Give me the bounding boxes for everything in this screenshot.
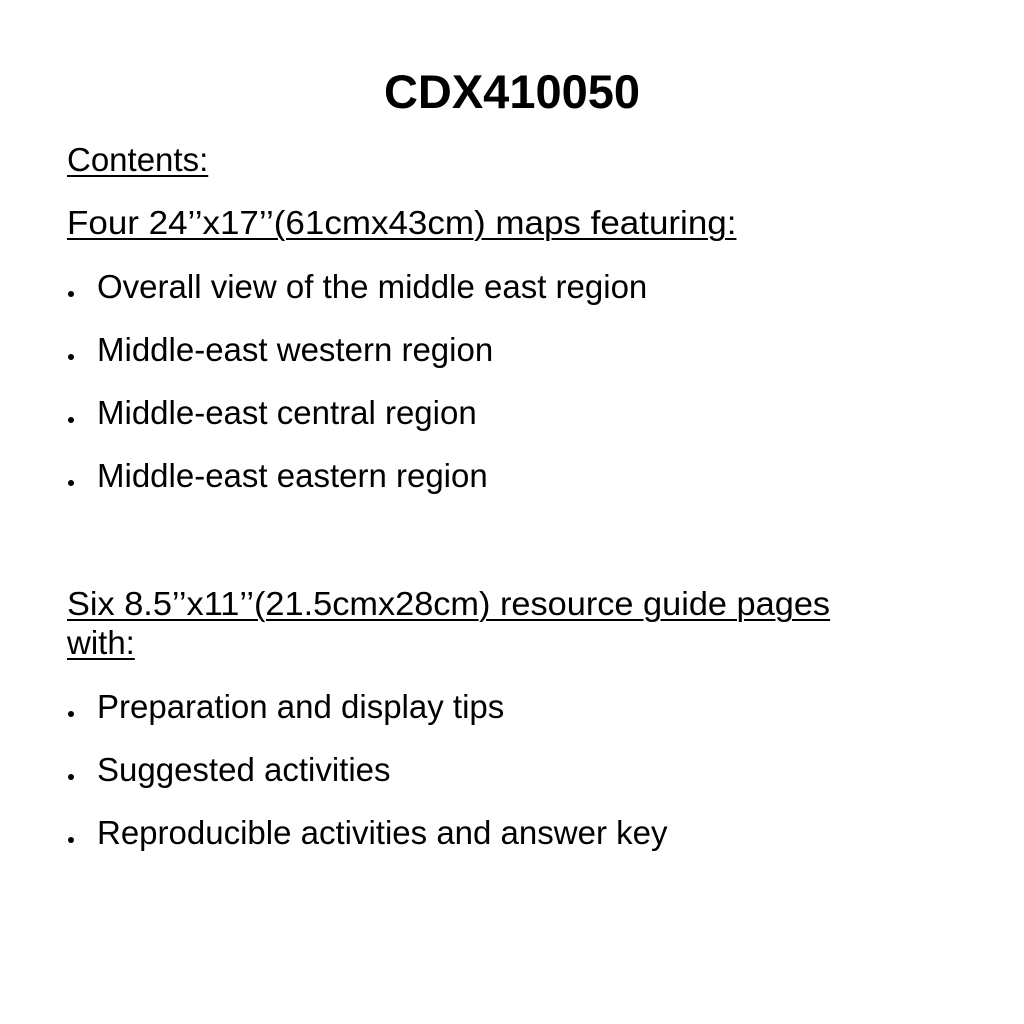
bullet-icon: [68, 480, 74, 486]
list-item-text: Middle-east central region: [97, 394, 477, 431]
bullet-icon: [68, 417, 74, 423]
bullet-icon: [68, 354, 74, 360]
guide-heading-text-1: Six 8.5’’x11’’(21.5cmx28cm) resource guide pages: [67, 585, 831, 622]
list-item-text: Overall view of the middle east region: [97, 268, 648, 305]
list-item-text: Preparation and display tips: [97, 688, 505, 725]
bullet-icon: [68, 711, 74, 717]
guide-heading-line2: [67, 623, 135, 663]
list-item-text: Middle-east eastern region: [97, 457, 488, 494]
list-item-text: Suggested activities: [97, 751, 391, 788]
contents-label-text: Contents:: [67, 141, 209, 178]
page-title: CDX410050: [383, 65, 641, 118]
maps-heading: [67, 203, 736, 243]
bullet-icon: [68, 837, 74, 843]
guide-heading-text-2: with:: [67, 624, 135, 661]
list-item-text: Middle-east western region: [97, 331, 494, 368]
contents-label: [67, 140, 208, 180]
list-item-text: Reproducible activities and answer key: [97, 814, 668, 851]
bullet-icon: [68, 774, 74, 780]
bullet-icon: [68, 291, 74, 297]
guide-heading-line1: [67, 584, 830, 624]
maps-heading-text: Four 24’’x17’’(61cmx43cm) maps featuring:: [67, 204, 737, 241]
